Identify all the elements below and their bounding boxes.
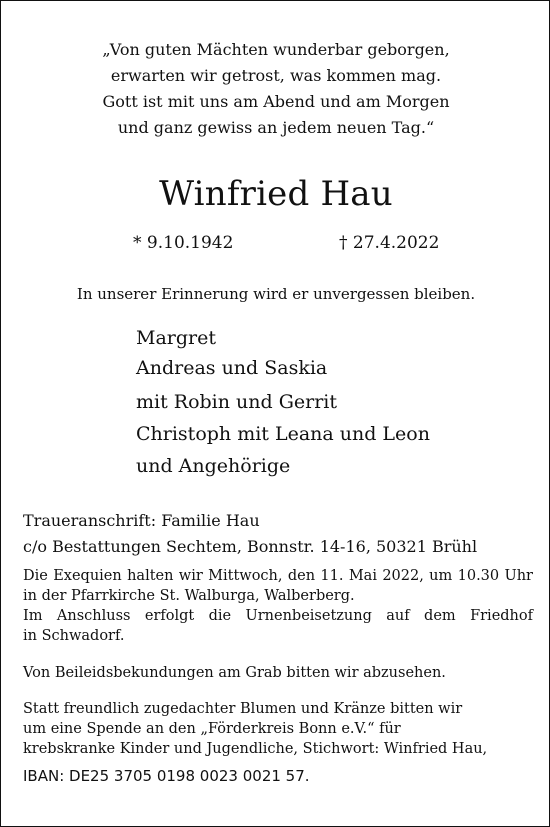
- mourner-line-3: mit Robin und Gerrit: [136, 391, 338, 413]
- donation-line-3: krebskranke Kinder und Jugendliche, Stichwort: Winfried Hau,: [23, 741, 488, 757]
- memory-line: In unserer Erinnerung wird er unvergessen bleiben.: [76, 285, 476, 303]
- verse-line-4: und ganz gewiss an jedem neuen Tag.“: [117, 118, 435, 137]
- exequien-line-1: Die Exequien halten wir Mittwoch, den 11. Mai 2022, um 10.30 Uhr: [23, 568, 533, 584]
- iban-line: IBAN: DE25 3705 0198 0023 0021 57.: [23, 767, 310, 785]
- urn-line-1: Im Anschluss erfolgt die Urnenbeisetzung auf dem Friedhof: [23, 608, 533, 624]
- mourner-line-4: Christoph mit Leana und Leon: [136, 423, 430, 445]
- condolences-line: Von Beileidsbekundungen am Grab bitten wir abzusehen.: [23, 665, 446, 681]
- address-line-2: c/o Bestattungen Sechtem, Bonnstr. 14-16, 50321 Brühl: [23, 537, 478, 556]
- birth-date: * 9.10.1942: [133, 233, 234, 253]
- donation-line-1: Statt freundlich zugedachter Blumen und Kränze bitten wir: [23, 701, 463, 717]
- deceased-name: Winfried Hau: [159, 174, 393, 214]
- mourner-line-5: und Angehörige: [136, 455, 291, 477]
- donation-line-2: um eine Spende an den „Förderkreis Bonn e.V.“ für: [23, 721, 401, 737]
- exequien-line-2: in der Pfarrkirche St. Walburga, Walberberg.: [23, 588, 355, 604]
- mourner-line-2: Andreas und Saskia: [136, 357, 328, 379]
- verse-line-3: Gott ist mit uns am Abend und am Morgen: [102, 92, 450, 111]
- urn-line-2: in Schwadorf.: [23, 628, 125, 644]
- mourner-line-1: Margret: [136, 327, 216, 349]
- death-date: † 27.4.2022: [339, 233, 440, 253]
- address-line-1: Traueranschrift: Familie Hau: [23, 511, 260, 530]
- verse-line-2: erwarten wir getrost, was kommen mag.: [110, 66, 442, 85]
- verse-line-1: „Von guten Mächten wunderbar geborgen,: [102, 40, 450, 59]
